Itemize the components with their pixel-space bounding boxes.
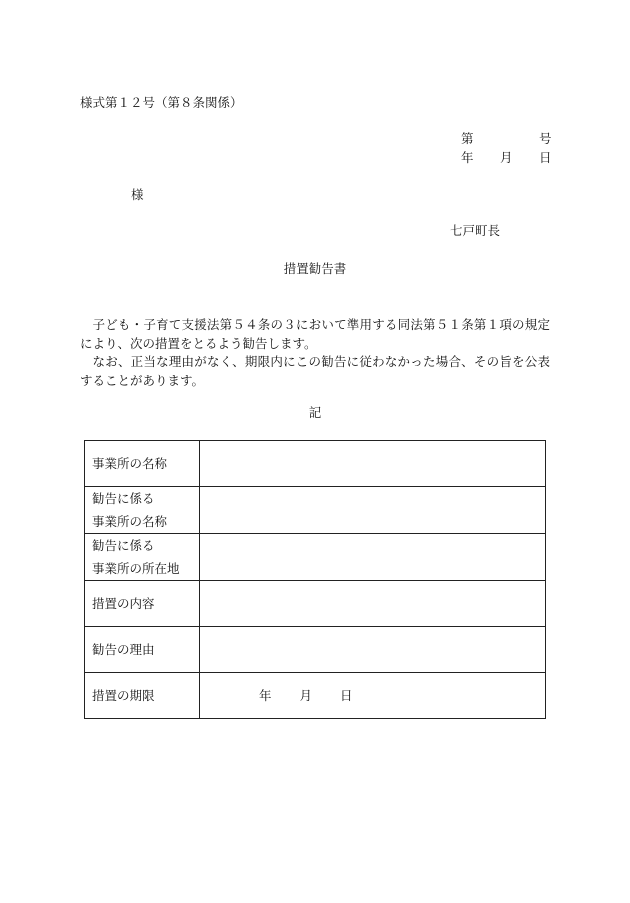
date-month-label: 月 — [500, 150, 513, 165]
row-label-recommended-facility-address: 勧告に係る 事業所の所在地 — [85, 534, 200, 581]
table-row — [85, 487, 546, 534]
row-label-recommendation-reason: 勧告の理由 — [85, 627, 200, 673]
items-table — [84, 440, 546, 719]
document-number-suffix: 号 — [539, 131, 552, 146]
value-cell-recommendation-reason[interactable] — [200, 627, 546, 673]
form-number: 様式第１２号（第８条関係） — [80, 95, 243, 110]
row-label-facility-name: 事業所の名称 — [85, 441, 200, 487]
value-cell-facility-name[interactable] — [200, 441, 546, 487]
body-paragraph-1: 子ども・子育て支援法第５４条の３において準用する同法第５１条第１項の規定により、次の措置をとるよう勧告します。 — [80, 317, 550, 351]
value-cell-recommended-facility-name[interactable] — [200, 487, 546, 534]
table-row — [85, 627, 546, 673]
date-year-label: 年 — [461, 150, 474, 165]
value-cell-recommended-facility-address[interactable] — [200, 534, 546, 581]
table-row — [85, 441, 546, 487]
value-cell-measure-deadline[interactable] — [200, 673, 546, 719]
table-row — [85, 534, 546, 581]
row-label-measure-content: 措置の内容 — [85, 581, 200, 627]
row-label-measure-deadline: 措置の期限 — [85, 673, 200, 719]
ki-heading: 記 — [308, 405, 322, 420]
deadline-month-label: 月 — [299, 688, 313, 703]
value-cell-measure-content[interactable] — [200, 581, 546, 627]
document-number-prefix: 第 — [461, 131, 474, 146]
table-row — [85, 673, 546, 719]
table-row — [85, 581, 546, 627]
issuer-name: 七戸町長 — [450, 223, 501, 238]
body-paragraph-2: なお、正当な理由がなく、期限内にこの勧告に従わなかった場合、その旨を公表することがあります。 — [80, 354, 550, 388]
row-label-recommended-facility-name: 勧告に係る 事業所の名称 — [85, 487, 200, 534]
deadline-date — [259, 684, 353, 707]
body-text — [80, 316, 550, 390]
deadline-day-label: 日 — [340, 688, 353, 703]
document-title: 措置勧告書 — [283, 261, 347, 276]
date-day-label: 日 — [539, 150, 552, 165]
deadline-year-label: 年 — [259, 688, 272, 703]
addressee-suffix: 様 — [131, 187, 144, 202]
